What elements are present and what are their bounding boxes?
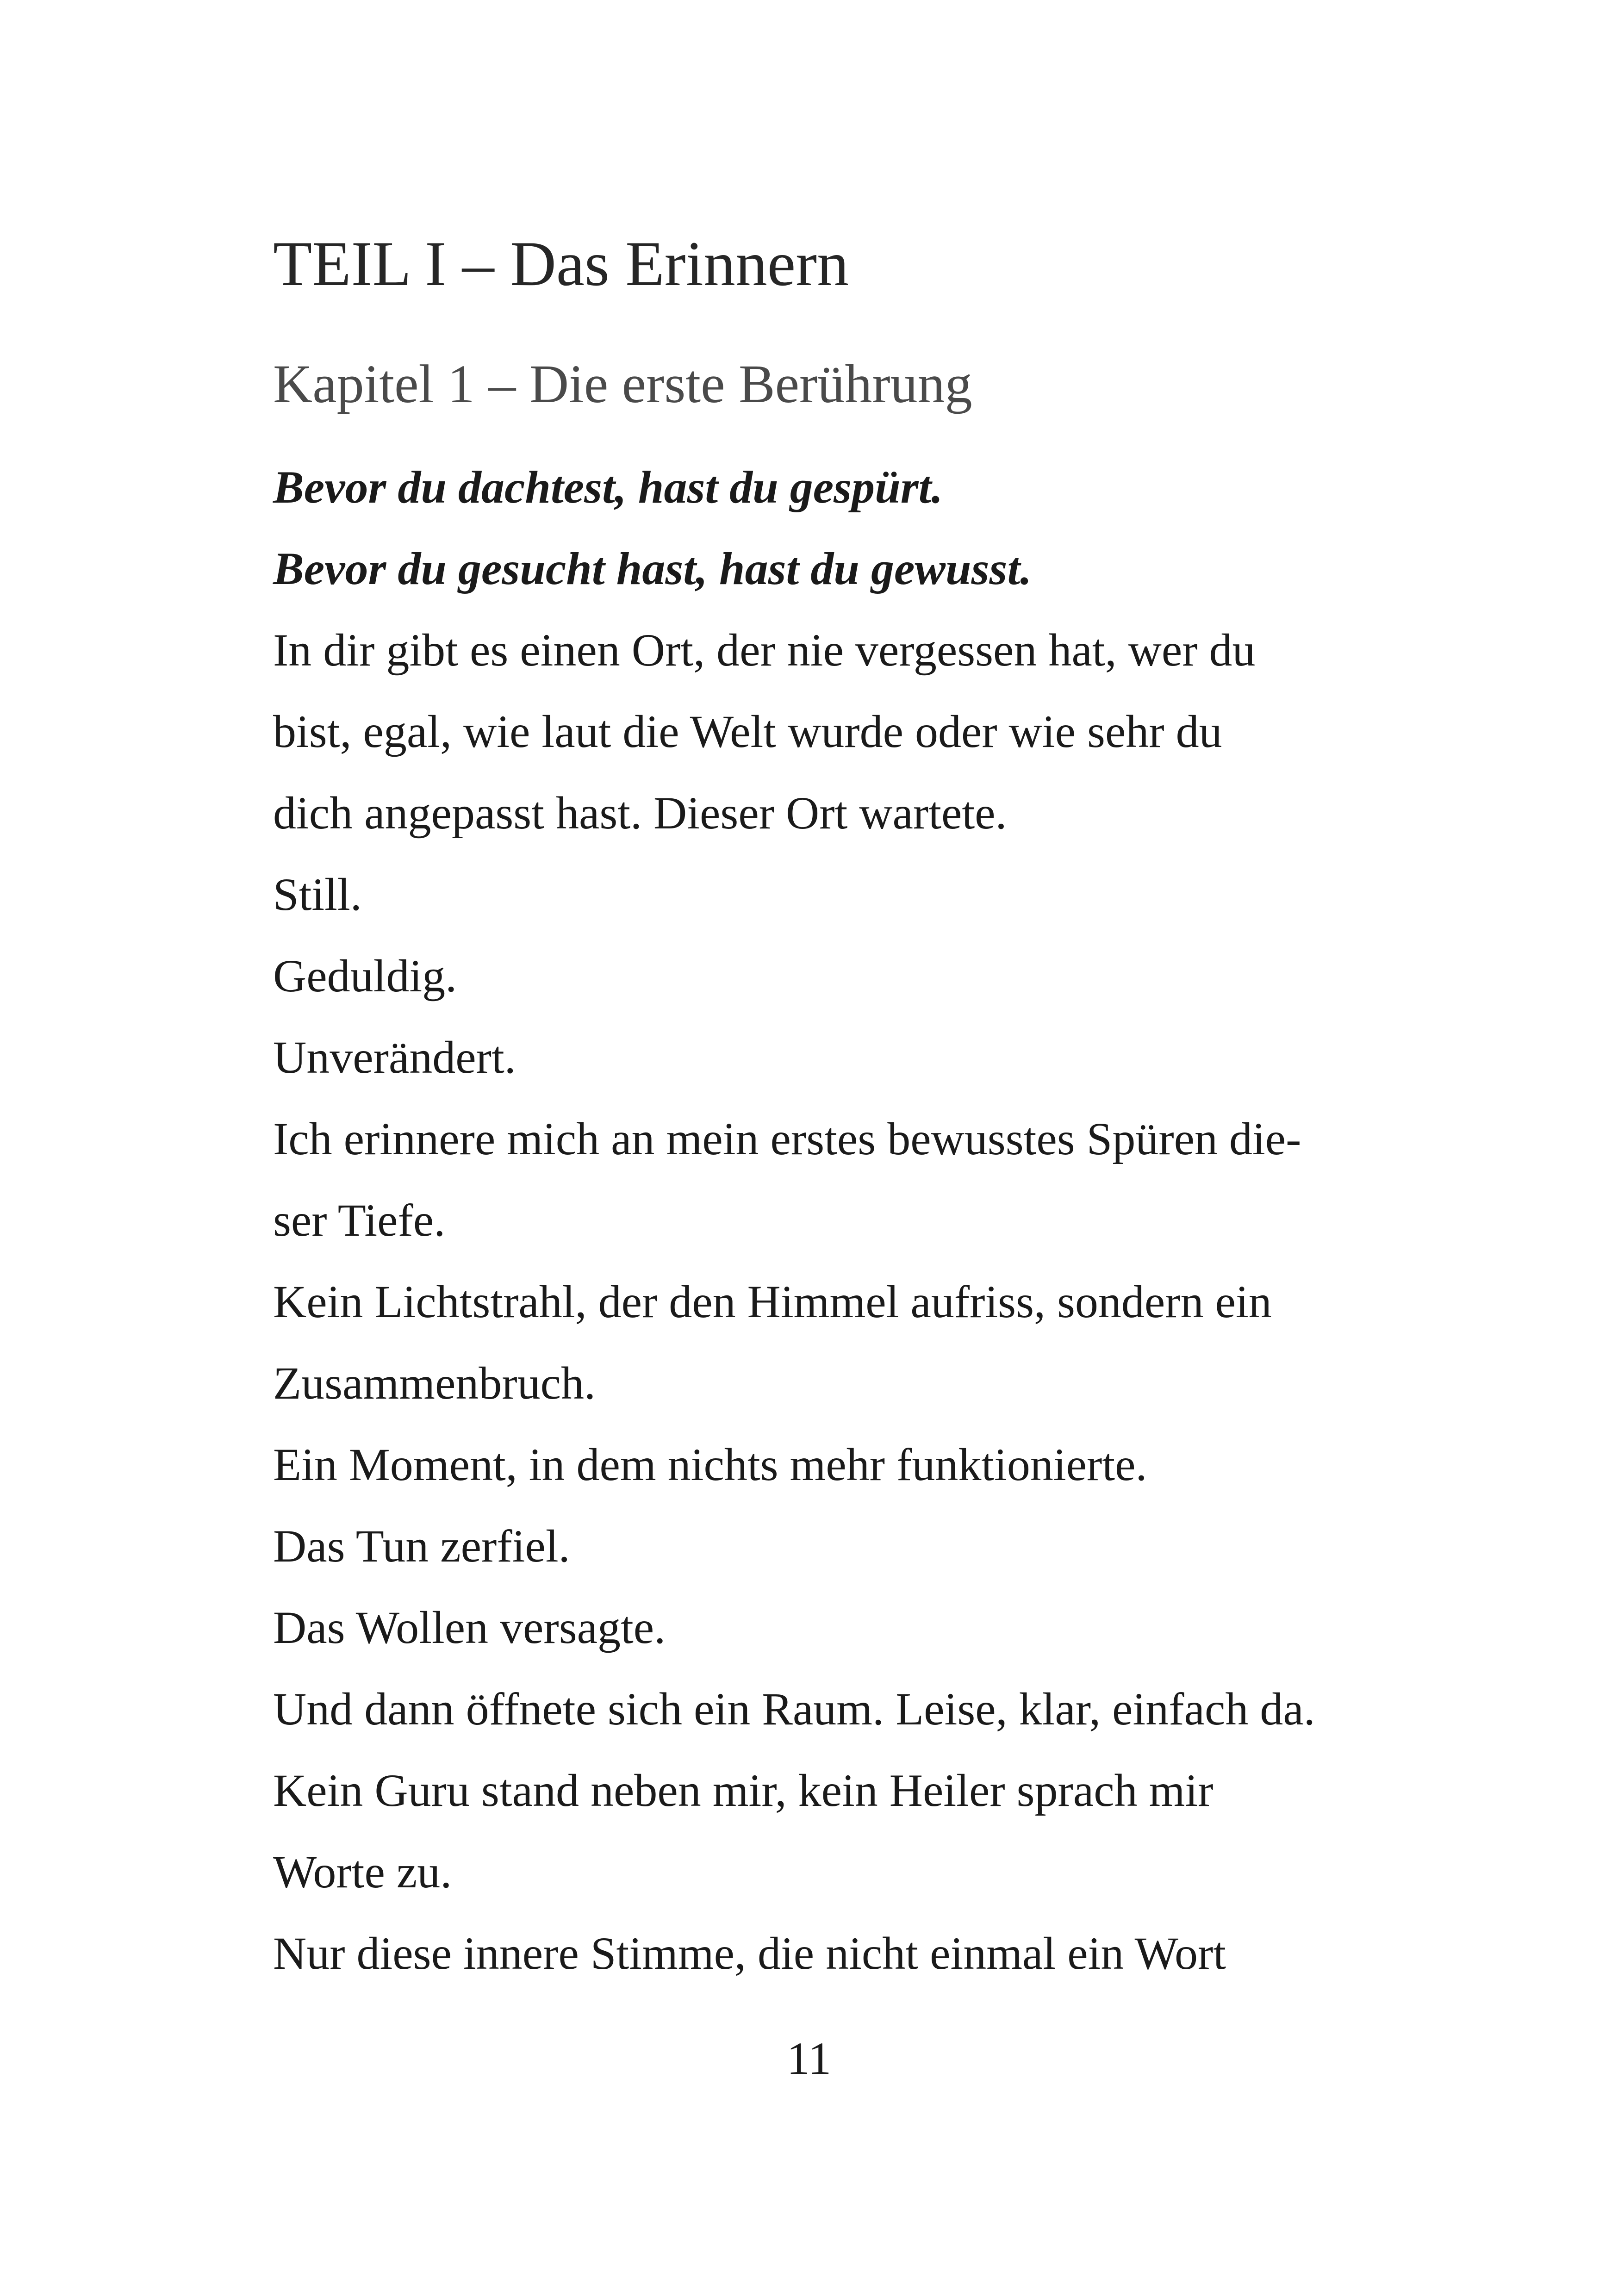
text-line: Ein Moment, in dem nichts mehr funktionierte. (273, 1439, 1147, 1490)
text-line: Ich erinnere mich an mein erstes bewusstes Spüren die- (273, 1113, 1301, 1164)
chapter-title: Kapitel 1 – Die erste Berührung (273, 354, 972, 414)
emphasized-line: Bevor du gesucht hast, hast du gewusst. (273, 543, 1032, 594)
text-line: Das Wollen versagte. (273, 1602, 666, 1653)
text-line: Das Tun zerfiel. (273, 1520, 570, 1572)
text-line: Unverändert. (273, 1032, 516, 1083)
text-line: Still. (273, 869, 362, 920)
text-line: In dir gibt es einen Ort, der nie vergessen hat, wer du (273, 624, 1256, 676)
part-title: TEIL I – Das Erinnern (273, 228, 849, 299)
text-line: Geduldig. (273, 950, 457, 1002)
text-line: bist, egal, wie laut die Welt wurde oder wie sehr du (273, 706, 1222, 757)
text-line: Und dann öffnete sich ein Raum. Leise, klar, einfach da. (273, 1683, 1315, 1735)
body-text (273, 447, 1439, 1994)
text-line: dich angepasst hast. Dieser Ort wartete. (273, 787, 1007, 839)
text-line: ser Tiefe. (273, 1195, 446, 1246)
page-text-block (273, 222, 1439, 1994)
page-number: 11 (786, 2033, 832, 2084)
emphasized-line: Bevor du dachtest, hast du gespürt. (273, 461, 943, 513)
text-line: Worte zu. (273, 1846, 452, 1898)
text-line: Kein Lichtstrahl, der den Himmel aufriss, sondern ein (273, 1276, 1272, 1327)
text-line: Nur diese innere Stimme, die nicht einmal ein Wort (273, 1928, 1226, 1979)
text-line: Kein Guru stand neben mir, kein Heiler sprach mir (273, 1765, 1214, 1816)
text-line: Zusammenbruch. (273, 1357, 596, 1409)
